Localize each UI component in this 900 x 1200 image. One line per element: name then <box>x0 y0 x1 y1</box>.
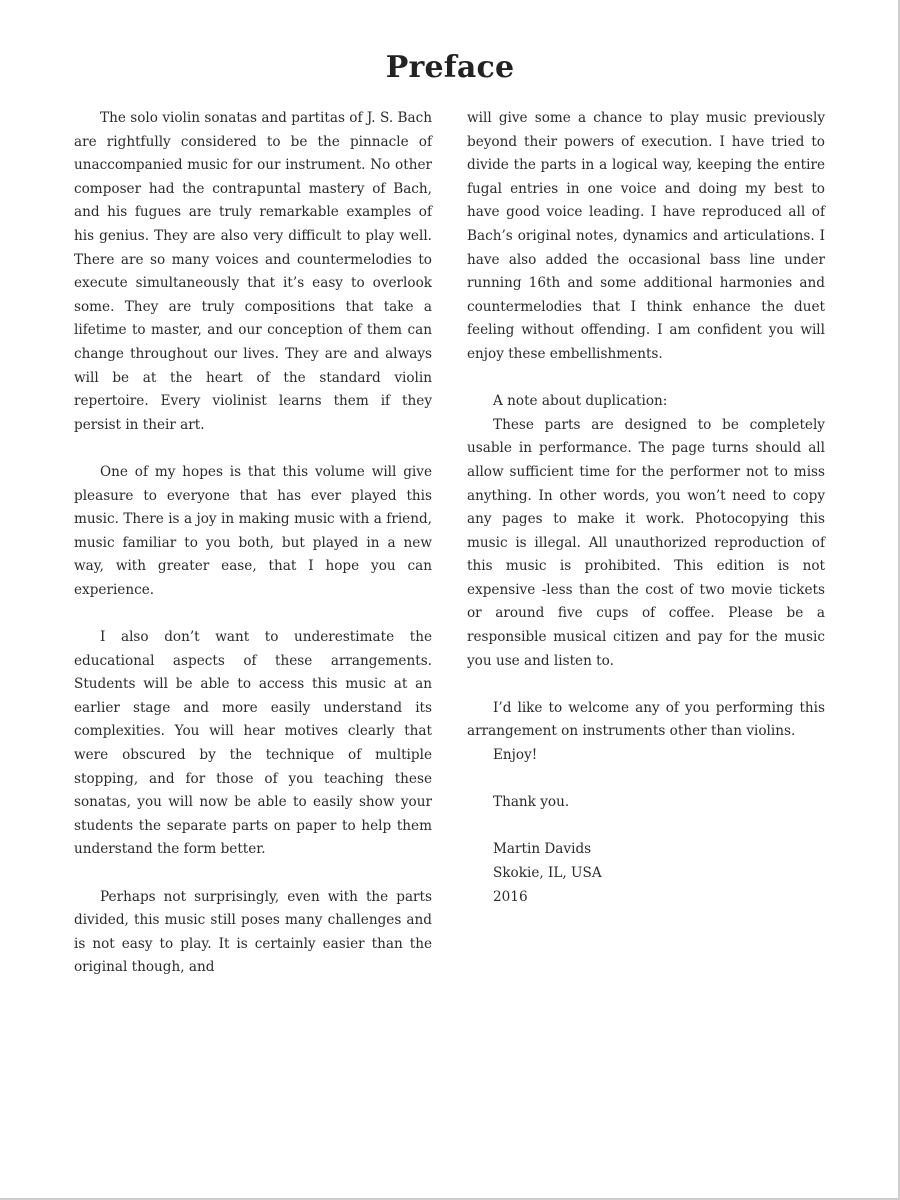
enjoy-line: Enjoy! <box>493 747 538 764</box>
paragraph-duplication: These parts are designed to be completely usable in performance. The page turns should all allow sufficient time for the performer not to miss anything. In other words, you won’t need to copy any pages to make it work. Photocopying this music is illegal. All unauthorized reproduction of this music is prohibited. This edition is not expensive -less than the cost of two movie tickets or around five cups of coffee. Please be a responsible musical citizen and pay for the music you use and listen to. <box>467 416 825 669</box>
duplication-heading: A note about duplication: <box>493 393 668 410</box>
thank-you-line: Thank you. <box>493 794 570 811</box>
paragraph-welcome: I’d like to welcome any of you performing this arrangement on instruments other than violins. <box>467 699 825 740</box>
paragraph-hopes: One of my hopes is that this volume will give pleasure to everyone that has ever played this music. There is a joy in making music with a friend, music familiar to you both, but played in a new way, with greater ease, that I hope you can experience. <box>74 463 432 598</box>
signature-place: Skokie, IL, USA <box>493 865 602 881</box>
signature-year: 2016 <box>493 888 528 905</box>
paragraph-continuation: will give some a chance to play music previously beyond their powers of execution. I have tried to divide the parts in a logical way, keeping the entire fugal entries in one voice and doing my best to have good voice leading. I have reproduced all of Bach’s original notes, dynamics and articulations. I have also added the occasional bass line under running 16th and some additional harmonies and countermelodies that I think enhance the duet feeling without offending. I am confident you will enjoy these embellishments. <box>467 110 825 362</box>
paragraph-challenges: Perhaps not surprisingly, even with the parts divided, this music still poses many challenges and is not easy to play. It is certainly easier than the original though, and <box>74 888 432 976</box>
signature-name: Martin Davids <box>493 841 592 858</box>
right-column <box>467 107 825 909</box>
left-column <box>74 107 432 980</box>
page-title: Preface <box>385 50 515 85</box>
paragraph-educational: I also don’t want to underestimate the educational aspects of these arrangements. Students will be able to access this music at an earlier stage and more easily understand its complexities. You will hear motives clearly that were obscured by the technique of multiple stopping, and for those of you teaching these sonatas, you will now be able to easily show your students the separate parts on paper to help them understand the form better. <box>74 629 432 858</box>
paragraph-intro: The solo violin sonatas and partitas of J. S. Bach are rightfully considered to be the pinnacle of unaccompanied music for our instrument. No other composer had the contrapuntal mastery of Bach, and his fugues are truly remarkable examples of his genius. They are also very difficult to play well. There are so many voices and countermelodies to execute simultaneously that it’s easy to overlook some. They are truly compositions that take a lifetime to master, and our conception of them can change throughout our lives. They are and always will be at the heart of the standard violin repertoire. Every violinist learns them if they persist in their art. <box>74 110 432 433</box>
